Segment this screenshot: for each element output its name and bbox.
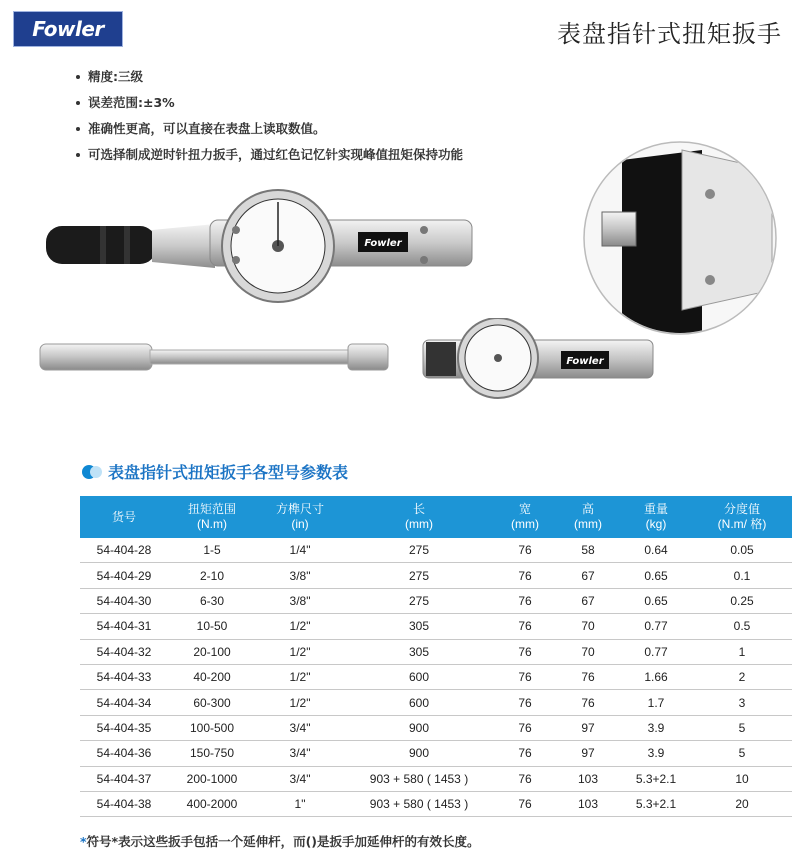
table-cell: 900 xyxy=(344,741,494,766)
header-torque-range: 扭矩范围 (N.m) xyxy=(168,496,256,538)
table-cell: 97 xyxy=(556,715,620,740)
table-cell: 1.7 xyxy=(620,690,692,715)
table-cell: 305 xyxy=(344,639,494,664)
table-cell: 3 xyxy=(692,690,792,715)
table-row xyxy=(80,614,792,639)
table-cell: 0.64 xyxy=(620,538,692,563)
table-cell: 76 xyxy=(494,538,556,563)
table-cell: 67 xyxy=(556,588,620,613)
section-title: 表盘指针式扭矩扳手各型号参数表 xyxy=(82,460,348,483)
table-cell: 3/8" xyxy=(256,563,344,588)
table-row xyxy=(80,791,792,816)
table-cell: 5.3+2.1 xyxy=(620,791,692,816)
bullet-icon xyxy=(76,75,80,79)
table-cell: 97 xyxy=(556,741,620,766)
table-cell: 1/2" xyxy=(256,614,344,639)
table-cell: 275 xyxy=(344,563,494,588)
bullet-icon xyxy=(76,153,80,157)
long-dial-wrench-image xyxy=(38,318,668,402)
table-cell: 103 xyxy=(556,791,620,816)
table-cell: 3/4" xyxy=(256,715,344,740)
table-cell: 70 xyxy=(556,614,620,639)
table-cell: 2 xyxy=(692,664,792,689)
table-cell: 305 xyxy=(344,614,494,639)
fowler-logo xyxy=(14,12,122,46)
table-row xyxy=(80,715,792,740)
table-cell: 20-100 xyxy=(168,639,256,664)
header-length: 长 (mm) xyxy=(344,496,494,538)
table-cell: 54-404-28 xyxy=(80,538,168,563)
table-cell: 60-300 xyxy=(168,690,256,715)
spec-table xyxy=(80,496,792,817)
table-cell: 3/4" xyxy=(256,766,344,791)
header-height: 高 (mm) xyxy=(556,496,620,538)
table-cell: 54-404-30 xyxy=(80,588,168,613)
table-cell: 54-404-32 xyxy=(80,639,168,664)
table-cell: 5 xyxy=(692,715,792,740)
feature-item: 误差范围:±3% xyxy=(76,90,463,116)
table-cell: 3/8" xyxy=(256,588,344,613)
table-cell: 5.3+2.1 xyxy=(620,766,692,791)
table-cell: 0.5 xyxy=(692,614,792,639)
table-cell: 54-404-36 xyxy=(80,741,168,766)
table-cell: 76 xyxy=(556,664,620,689)
table-cell: 0.65 xyxy=(620,563,692,588)
table-cell: 76 xyxy=(494,766,556,791)
table-cell: 54-404-35 xyxy=(80,715,168,740)
footnote: *符号*表示这些扳手包括一个延伸杆，而()是扳手加延伸杆的有效长度。 xyxy=(80,834,480,849)
wrench-brand-label: Fowler xyxy=(566,356,604,367)
table-cell: 600 xyxy=(344,664,494,689)
table-cell: 54-404-31 xyxy=(80,614,168,639)
table-row xyxy=(80,563,792,588)
table-cell: 0.65 xyxy=(620,588,692,613)
table-header-row xyxy=(80,496,792,538)
table-cell: 1/2" xyxy=(256,664,344,689)
table-cell: 70 xyxy=(556,639,620,664)
table-cell: 0.25 xyxy=(692,588,792,613)
table-cell: 54-404-37 xyxy=(80,766,168,791)
table-cell: 58 xyxy=(556,538,620,563)
header-width: 宽 (mm) xyxy=(494,496,556,538)
table-cell: 103 xyxy=(556,766,620,791)
table-cell: 1" xyxy=(256,791,344,816)
table-cell: 76 xyxy=(494,614,556,639)
table-cell: 903 + 580 ( 1453 ) xyxy=(344,766,494,791)
table-cell: 1/2" xyxy=(256,639,344,664)
bullet-icon xyxy=(76,127,80,131)
table-cell: 600 xyxy=(344,690,494,715)
logo-text: Fowler xyxy=(32,17,104,41)
table-cell: 76 xyxy=(494,664,556,689)
table-cell: 0.77 xyxy=(620,639,692,664)
table-cell: 5 xyxy=(692,741,792,766)
table-row xyxy=(80,766,792,791)
table-cell: 76 xyxy=(556,690,620,715)
feature-item: 可选择制成逆时针扭力扳手，通过红色记忆针实现峰值扭矩保持功能 xyxy=(76,142,463,168)
table-cell: 76 xyxy=(494,715,556,740)
table-cell: 67 xyxy=(556,563,620,588)
table-cell: 0.05 xyxy=(692,538,792,563)
table-cell: 40-200 xyxy=(168,664,256,689)
table-cell: 6-30 xyxy=(168,588,256,613)
table-cell: 2-10 xyxy=(168,563,256,588)
table-cell: 76 xyxy=(494,588,556,613)
table-cell: 3/4" xyxy=(256,741,344,766)
table-cell: 903 + 580 ( 1453 ) xyxy=(344,791,494,816)
product-title: 表盘指针式扭矩扳手 xyxy=(557,20,782,48)
table-cell: 3.9 xyxy=(620,715,692,740)
section-bullet-icon xyxy=(82,462,102,482)
table-cell: 100-500 xyxy=(168,715,256,740)
star-icon: * xyxy=(80,834,87,849)
table-row xyxy=(80,664,792,689)
short-dial-wrench-image xyxy=(40,186,490,306)
table-cell: 76 xyxy=(494,563,556,588)
table-cell: 76 xyxy=(494,639,556,664)
table-row xyxy=(80,741,792,766)
wrench-brand-label: Fowler xyxy=(364,238,402,249)
table-cell: 1 xyxy=(692,639,792,664)
table-cell: 54-404-34 xyxy=(80,690,168,715)
feature-list xyxy=(76,64,463,168)
table-cell: 54-404-29 xyxy=(80,563,168,588)
table-cell: 200-1000 xyxy=(168,766,256,791)
table-cell: 10-50 xyxy=(168,614,256,639)
table-row xyxy=(80,639,792,664)
table-cell: 0.77 xyxy=(620,614,692,639)
table-cell: 76 xyxy=(494,791,556,816)
feature-item: 准确性更高，可以直接在表盘上读取数值。 xyxy=(76,116,463,142)
table-cell: 76 xyxy=(494,690,556,715)
table-cell: 20 xyxy=(692,791,792,816)
table-cell: 10 xyxy=(692,766,792,791)
table-cell: 400-2000 xyxy=(168,791,256,816)
table-cell: 3.9 xyxy=(620,741,692,766)
bullet-icon xyxy=(76,101,80,105)
header-item-code: 货号 xyxy=(80,496,168,538)
table-cell: 76 xyxy=(494,741,556,766)
table-row xyxy=(80,538,792,563)
table-cell: 1-5 xyxy=(168,538,256,563)
table-cell: 275 xyxy=(344,588,494,613)
table-cell: 275 xyxy=(344,538,494,563)
feature-item: 精度:三级 xyxy=(76,64,463,90)
table-cell: 150-750 xyxy=(168,741,256,766)
table-cell: 54-404-38 xyxy=(80,791,168,816)
table-cell: 1.66 xyxy=(620,664,692,689)
table-cell: 0.1 xyxy=(692,563,792,588)
square-drive-closeup-image xyxy=(582,140,778,336)
table-cell: 1/2" xyxy=(256,690,344,715)
header-drive-size: 方榫尺寸 (in) xyxy=(256,496,344,538)
table-cell: 900 xyxy=(344,715,494,740)
table-cell: 1/4" xyxy=(256,538,344,563)
header-graduation: 分度值 (N.m/ 格) xyxy=(692,496,792,538)
table-row xyxy=(80,588,792,613)
header-weight: 重量 (kg) xyxy=(620,496,692,538)
table-row xyxy=(80,690,792,715)
table-cell: 54-404-33 xyxy=(80,664,168,689)
